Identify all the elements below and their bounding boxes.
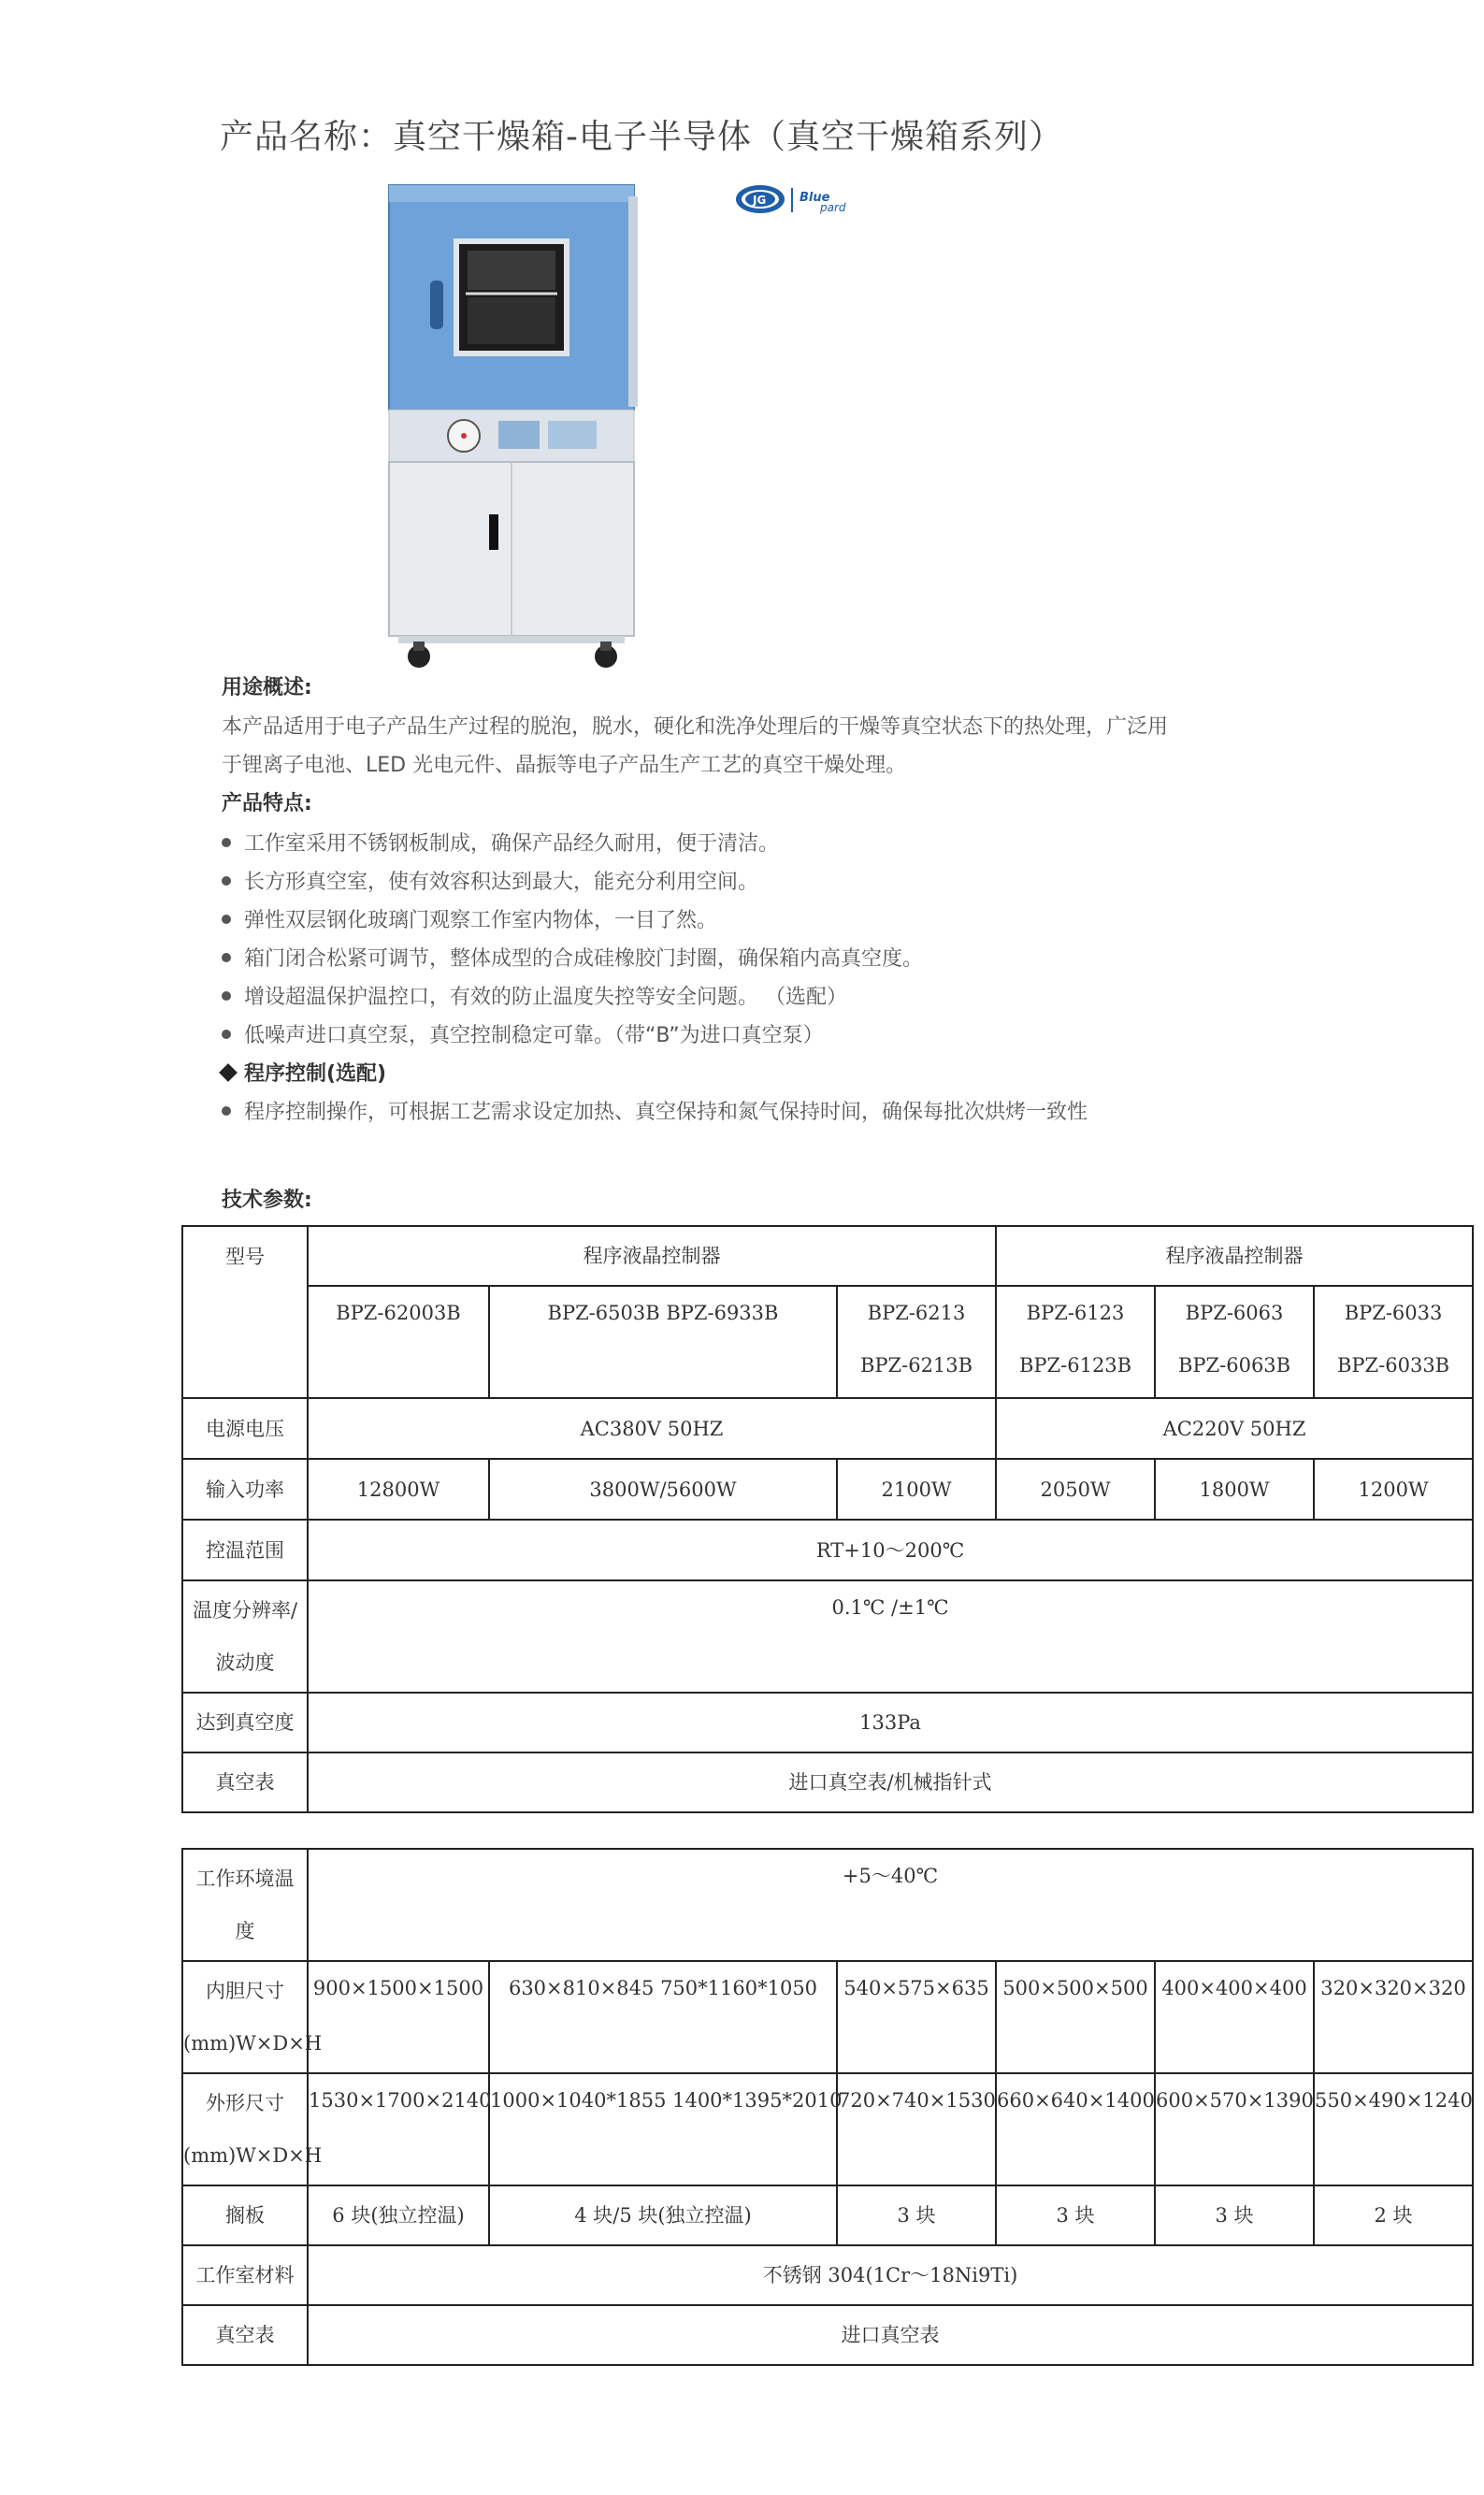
voltage-label: 电源电压 [182,1398,308,1459]
gauge-label: 真空表 [182,1752,308,1812]
list-item: 低噪声进口真空泵，真空控制稳定可靠。（带“B”为进口真空泵） [222,1017,1088,1055]
svg-text:pard: pard [820,201,846,214]
list-item: 工作室采用不锈钢板制成，确保产品经久耐用，便于清洁。 [222,825,1088,863]
voltage-value-b: AC220V 50HZ [996,1398,1473,1459]
inner-size-cell: 900×1500×1500 [308,1961,489,2073]
bullet-icon [222,838,231,847]
model-cell: BPZ-62003B [308,1286,489,1398]
features-heading: 产品特点: [222,792,312,815]
temp-range-value: RT+10～200℃ [308,1520,1473,1580]
model-label: 型号 [182,1226,308,1398]
shelf-cell: 3 块 [1155,2185,1314,2245]
bullet-icon [222,1030,231,1039]
vacuum-value: 133Pa [308,1693,1473,1752]
inner-size-cell: 540×575×635 [837,1961,996,2073]
features-list [222,825,1088,1132]
inner-size-label: 内胆尺寸 (mm)W×D×H [182,1961,308,2073]
svg-text:Blue: Blue [800,191,830,205]
inner-size-cell: 500×500×500 [996,1961,1155,2073]
material-label: 工作室材料 [182,2245,308,2305]
shelf-cell: 3 块 [996,2185,1155,2245]
bullet-icon [222,915,231,924]
list-item: 弹性双层钢化玻璃门观察工作室内物体，一目了然。 [222,901,1088,940]
shelf-label: 搁板 [182,2185,308,2245]
controller-group-1: 程序液晶控制器 [308,1226,996,1286]
power-cell: 12800W [308,1459,489,1520]
spec-table-2 [181,1848,1474,2366]
page-title: 产品名称：真空干燥箱-电子半导体（真空干燥箱系列） [220,118,1063,156]
vacuum-label: 达到真空度 [182,1693,308,1752]
voltage-value-a: AC380V 50HZ [308,1398,996,1459]
product-image [372,178,653,673]
bullet-icon [222,876,231,886]
shelf-cell: 4 块/5 块(独立控温) [489,2185,837,2245]
inner-size-cell: 400×400×400 [1155,1961,1314,2073]
outer-size-cell: 660×640×1400 [996,2073,1155,2185]
program-heading: 程序控制(选配) [222,1055,1088,1093]
usage-line-1: 本产品适用于电子产品生产过程的脱泡，脱水，硬化和洗净处理后的干燥等真空状态下的热处理，广泛用 [222,715,1169,739]
model-cell: BPZ-6033 BPZ-6033B [1314,1286,1473,1398]
diamond-icon [219,1063,238,1082]
bullet-icon [222,991,231,1001]
outer-size-cell: 720×740×1530 [837,2073,996,2185]
list-item: 箱门闭合松紧可调节，整体成型的合成硅橡胶门封圈，确保箱内高真空度。 [222,940,1088,978]
spec-table-1 [181,1225,1474,1813]
env-label: 工作环境温 度 [182,1849,308,1961]
shelf-cell: 3 块 [837,2185,996,2245]
resolution-label: 温度分辨率/ 波动度 [182,1580,308,1693]
gauge-value-2: 进口真空表 [308,2305,1473,2365]
model-cell: BPZ-6213 BPZ-6213B [837,1286,996,1398]
outer-size-label: 外形尺寸 (mm)W×D×H [182,2073,308,2185]
controller-group-2: 程序液晶控制器 [996,1226,1473,1286]
env-value: +5～40℃ [308,1849,1473,1961]
outer-size-cell: 1530×1700×2140 [308,2073,489,2185]
list-item: 程序控制操作，可根据工艺需求设定加热、真空保持和氮气保持时间，确保每批次烘烤一致性 [222,1093,1088,1132]
tech-heading: 技术参数: [222,1189,312,1212]
inner-size-cell: 630×810×845 750*1160*1050 [489,1961,837,2073]
brand-logo [734,180,874,218]
list-item: 长方形真空室，使有效容积达到最大，能充分利用空间。 [222,863,1088,901]
power-cell: 2050W [996,1459,1155,1520]
outer-size-cell: 550×490×1240 [1314,2073,1473,2185]
power-cell: 1200W [1314,1459,1473,1520]
shelf-cell: 2 块 [1314,2185,1473,2245]
power-cell: 2100W [837,1459,996,1520]
model-cell: BPZ-6063 BPZ-6063B [1155,1286,1314,1398]
bullet-icon [222,953,231,962]
outer-size-cell: 1000×1040*1855 1400*1395*2010 [489,2073,837,2185]
svg-text:JG: JG [753,194,767,207]
temp-range-label: 控温范围 [182,1520,308,1580]
gauge-value: 进口真空表/机械指针式 [308,1752,1473,1812]
model-cell: BPZ-6503B BPZ-6933B [489,1286,837,1398]
shelf-cell: 6 块(独立控温) [308,2185,489,2245]
inner-size-cell: 320×320×320 [1314,1961,1473,2073]
gauge-label-2: 真空表 [182,2305,308,2365]
power-cell: 1800W [1155,1459,1314,1520]
outer-size-cell: 600×570×1390 [1155,2073,1314,2185]
bullet-icon [222,1106,231,1116]
power-label: 输入功率 [182,1459,308,1520]
usage-line-2: 于锂离子电池、LED 光电元件、晶振等电子产品生产工艺的真空干燥处理。 [222,754,907,777]
usage-heading: 用途概述: [222,676,312,699]
material-value: 不锈钢 304(1Cr～18Ni9Ti) [308,2245,1473,2305]
model-cell: BPZ-6123 BPZ-6123B [996,1286,1155,1398]
list-item: 增设超温保护温控口，有效的防止温度失控等安全问题。 （选配） [222,978,1088,1017]
power-cell: 3800W/5600W [489,1459,837,1520]
resolution-value: 0.1℃ /±1℃ [308,1580,1473,1693]
